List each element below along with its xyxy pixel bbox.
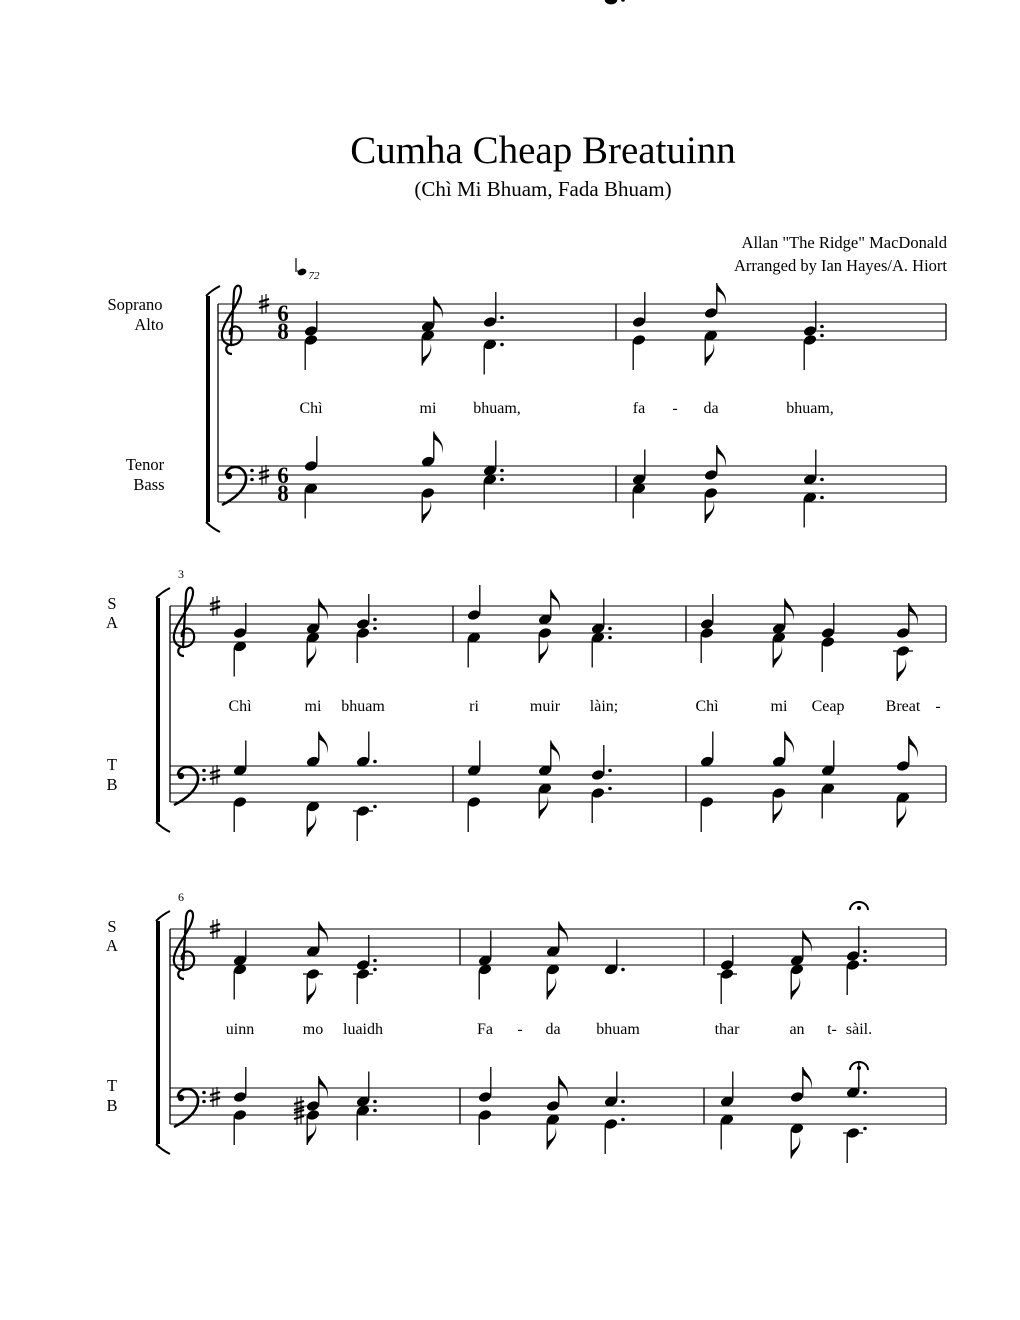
lyric-syllable: Fa: [477, 1021, 493, 1038]
flag: [307, 646, 316, 668]
upper-voice-note: [591, 599, 612, 635]
notehead: [591, 769, 606, 782]
lyric-syllable: Breat: [885, 698, 921, 715]
notehead: [846, 950, 861, 963]
voice-label: T: [106, 1076, 118, 1095]
upper-voice-note: [306, 1076, 328, 1112]
arranger-credit: Arranged by Ian Hayes/A. Hiort: [733, 256, 947, 275]
upper-voice-note: [356, 594, 377, 630]
notehead: [304, 334, 319, 347]
lyric-syllable: làin;: [589, 698, 619, 715]
lower-voice-note: [704, 329, 719, 365]
augmentation-dot: [373, 959, 377, 963]
augmentation-dot: [863, 959, 867, 963]
lyric-syllable: -: [672, 400, 678, 417]
lyric-syllable: thar: [714, 1021, 740, 1038]
upper-voice-note: [632, 450, 647, 486]
notehead: [306, 1100, 321, 1113]
upper-voice-note: [233, 603, 248, 639]
lower-voice-note: [546, 963, 561, 999]
augmentation-dot: [820, 496, 824, 500]
voice-label: A: [106, 936, 118, 955]
voice-label: T: [106, 755, 118, 774]
lower-voice-note: [720, 1113, 735, 1149]
flag: [897, 659, 906, 681]
notehead: [233, 796, 248, 809]
lyric-syllable: Chì: [299, 400, 323, 417]
notehead: [704, 469, 719, 482]
lyric-syllable: muir: [529, 698, 561, 715]
lyric-syllable: Ceap: [811, 698, 845, 715]
upper-voice-note: [720, 1072, 735, 1108]
augmentation-dot: [500, 316, 504, 320]
flag: [547, 1128, 556, 1150]
flag: [307, 815, 316, 837]
lower-voice-note: [803, 334, 824, 370]
lower-voice-note: [700, 627, 715, 663]
notehead: [304, 325, 319, 338]
augmentation-dot: [863, 950, 867, 954]
flag: [785, 732, 794, 754]
augmentation-dot: [608, 769, 612, 773]
upper-voice-note: [896, 603, 918, 639]
notehead: [306, 1109, 321, 1122]
lower-voice-note: [790, 963, 805, 999]
lyric-syllable: an: [789, 1021, 805, 1038]
augmentation-dot: [373, 1100, 377, 1104]
lyric-syllable: ri: [469, 698, 479, 715]
upper-voice-note: [846, 926, 867, 962]
lower-voice-note: [306, 800, 321, 836]
lower-voice-note: [478, 1109, 493, 1145]
lyric-syllable: mo: [302, 1021, 324, 1038]
upper-voice-note: [772, 732, 794, 768]
system-bracket: [156, 588, 170, 832]
upper-voice-note: [304, 436, 319, 472]
lyric-syllable: sàil.: [845, 1021, 873, 1038]
notehead: [478, 1109, 493, 1122]
lower-voice-note: [356, 627, 377, 663]
notehead: [356, 618, 371, 631]
voice-label: B: [106, 1096, 118, 1115]
time-signature-lower: 8: [277, 319, 289, 344]
upper-voice-note: [821, 603, 836, 639]
upper-voice-note: [604, 940, 625, 976]
notehead: [605, 0, 617, 4]
score-subtitle: (Chì Mi Bhuam, Fada Bhuam): [414, 177, 672, 201]
flag: [319, 1076, 328, 1098]
time-signature-upper: 6: [277, 463, 289, 488]
notehead: [704, 487, 719, 500]
lower-voice-note: [591, 787, 612, 823]
lyric-syllable: t-: [827, 1021, 837, 1038]
flag: [319, 732, 328, 754]
lower-voice-note: [821, 782, 836, 818]
lower-voice-note: [233, 963, 248, 999]
notehead: [821, 627, 836, 640]
upper-voice-note: [546, 1076, 568, 1112]
lyric-syllable: bhuam,: [786, 400, 834, 417]
tempo-value: 72: [308, 270, 320, 282]
lyric-syllable: luaidh: [343, 1021, 383, 1038]
upper-voice-note: [306, 732, 328, 768]
augmentation-dot: [621, 1118, 625, 1122]
upper-voice-note: [421, 432, 443, 468]
lower-voice-note: [604, 1118, 625, 1154]
lower-voice-note: [538, 627, 553, 663]
bass-clef-icon: [174, 767, 206, 805]
notehead: [483, 316, 498, 329]
upper-voice-note: [538, 590, 560, 626]
lower-voice-note: [700, 796, 715, 832]
flag: [307, 982, 316, 1004]
bass-clef-icon: [222, 467, 254, 505]
treble-staff: [218, 304, 946, 340]
flag: [319, 922, 328, 944]
flag: [422, 344, 431, 366]
upper-voice-note: [304, 301, 319, 337]
lower-voice-note: [717, 968, 737, 1004]
notehead: [632, 316, 647, 329]
lyric-syllable: mi: [419, 400, 437, 417]
system-bracket: [156, 911, 170, 1154]
lyric-syllable: fa: [632, 400, 646, 417]
notehead: [803, 334, 818, 347]
flag: [897, 806, 906, 828]
time-signature-lower: 8: [277, 481, 289, 506]
notehead: [538, 627, 553, 640]
lyric-syllable: uinn: [225, 1021, 255, 1038]
flag: [791, 1137, 800, 1159]
flag: [705, 344, 714, 366]
lower-voice-note: [772, 631, 787, 667]
upper-voice-note: [803, 301, 824, 337]
notehead: [233, 1091, 248, 1104]
upper-voice-note: [483, 292, 504, 328]
lyric-syllable: da: [703, 400, 719, 417]
notehead: [846, 959, 861, 972]
flag: [559, 1076, 568, 1098]
upper-voice-note: [233, 931, 248, 967]
flag: [319, 599, 328, 621]
notehead: [604, 1118, 619, 1131]
flag: [559, 922, 568, 944]
lyric-syllable: bhuam: [596, 1021, 640, 1038]
upper-voice-note: [233, 741, 248, 777]
lower-voice-note: [772, 787, 787, 823]
lower-voice-note: [546, 1113, 561, 1149]
flag: [791, 978, 800, 1000]
score-title: Cumha Cheap Breatuinn: [350, 129, 736, 172]
lower-voice-note: [233, 796, 248, 832]
notehead: [700, 618, 715, 631]
notehead: [700, 627, 715, 640]
flag: [803, 931, 812, 953]
upper-voice-note: [546, 922, 568, 958]
voice-label: A: [106, 613, 118, 632]
flag: [705, 501, 714, 523]
augmentation-dot: [621, 1100, 625, 1104]
upper-voice-note: [478, 931, 493, 967]
upper-voice-note: [591, 745, 612, 781]
notehead: [356, 959, 371, 972]
flag: [909, 736, 918, 758]
bass-clef-icon: [174, 1089, 206, 1127]
notehead: [546, 1100, 561, 1113]
upper-voice-note: [478, 1067, 493, 1103]
notehead: [467, 609, 482, 622]
augmentation-dot: [621, 968, 625, 972]
augmentation-dot: [500, 343, 504, 347]
treble-clef-icon: [222, 286, 242, 354]
time-signature-upper: 6: [277, 301, 289, 326]
lower-voice-note: [306, 1109, 321, 1145]
lower-voice-note: [803, 491, 824, 527]
lyric-syllable: Chì: [695, 698, 719, 715]
treble-clef-icon: [174, 588, 194, 656]
augmentation-dot: [373, 760, 377, 764]
notehead: [233, 627, 248, 640]
lower-voice-note: [304, 334, 319, 370]
upper-voice-note: [896, 736, 918, 772]
flag: [539, 641, 548, 663]
notehead: [803, 325, 818, 338]
notehead: [704, 307, 719, 320]
lower-voice-note: [538, 782, 553, 818]
lower-voice-note: [467, 631, 482, 667]
notehead: [478, 1091, 493, 1104]
upper-voice-note: [306, 922, 328, 958]
voice-label: Tenor: [125, 455, 165, 474]
lower-voice-note: [306, 631, 321, 667]
notehead: [896, 627, 911, 640]
upper-voice-note: [700, 594, 715, 630]
flag: [773, 646, 782, 668]
augmentation-dot: [373, 627, 377, 631]
augmentation-dot: [373, 805, 377, 809]
upper-voice-note: [846, 1063, 867, 1099]
flag: [422, 501, 431, 523]
notehead: [467, 796, 482, 809]
upper-voice-note: [790, 1067, 812, 1103]
upper-voice-note: [720, 935, 735, 971]
augmentation-dot: [373, 968, 377, 972]
lower-voice-note: [893, 645, 913, 681]
augmentation-dot: [863, 1091, 867, 1095]
lyric-syllable: bhuam,: [473, 400, 521, 417]
fermata-icon: [850, 902, 868, 910]
lower-voice-note: [843, 1127, 867, 1163]
augmentation-dot: [373, 1109, 377, 1113]
notehead: [421, 487, 436, 500]
voice-label: Alto: [134, 315, 164, 334]
flag: [785, 599, 794, 621]
upper-voice-note: [821, 741, 836, 777]
flag: [717, 445, 726, 467]
flag: [803, 1067, 812, 1089]
lyric-syllable: -: [517, 1021, 523, 1038]
flag: [551, 741, 560, 763]
notehead: [896, 760, 911, 773]
augmentation-dot: [608, 787, 612, 791]
upper-voice-note: [704, 283, 726, 319]
flag: [434, 432, 443, 454]
upper-voice-note: [632, 292, 647, 328]
composer-credit: Allan "The Ridge" MacDonald: [741, 233, 947, 252]
lyric-syllable: bhuam: [341, 698, 385, 715]
upper-voice-note: [306, 599, 328, 635]
lower-voice-note: [605, 0, 625, 4]
lower-voice-note: [478, 963, 493, 999]
upper-voice-note: [538, 741, 560, 777]
lower-voice-note: [483, 338, 504, 374]
upper-voice-note: [790, 931, 812, 967]
lower-voice-note: [896, 791, 911, 827]
voice-label: Bass: [133, 475, 165, 494]
lyric-syllable: da: [545, 1021, 561, 1038]
upper-voice-note: [803, 450, 824, 486]
augmentation-dot: [621, 0, 625, 2]
voice-label: Soprano: [107, 295, 163, 314]
augmentation-dot: [500, 469, 504, 473]
flag: [434, 297, 443, 319]
upper-voice-note: [700, 732, 715, 768]
flag: [773, 801, 782, 823]
notehead: [591, 787, 606, 800]
flag: [307, 1123, 316, 1145]
augmentation-dot: [373, 618, 377, 622]
notehead: [790, 1091, 805, 1104]
bass-staff: [218, 466, 946, 502]
lower-voice-note: [704, 487, 719, 523]
lyric-syllable: mi: [770, 698, 788, 715]
lower-voice-note: [421, 487, 436, 523]
augmentation-dot: [863, 1127, 867, 1131]
notehead: [233, 1109, 248, 1122]
augmentation-dot: [608, 627, 612, 631]
treble-clef-icon: [174, 911, 194, 979]
lower-voice-note: [304, 482, 319, 518]
notehead: [356, 627, 371, 640]
upper-voice-note: [356, 732, 377, 768]
augmentation-dot: [820, 334, 824, 338]
augmentation-dot: [820, 325, 824, 329]
notehead: [700, 796, 715, 809]
upper-voice-note: [604, 1072, 625, 1108]
voice-label: B: [106, 775, 118, 794]
upper-voice-note: [772, 599, 794, 635]
lower-voice-note: [846, 959, 867, 995]
augmentation-dot: [500, 478, 504, 482]
flag: [717, 283, 726, 305]
lower-voice-note: [233, 640, 248, 676]
notehead: [720, 959, 735, 972]
lower-voice-note: [790, 1122, 805, 1158]
upper-voice-note: [483, 441, 504, 477]
lyric-syllable: Chì: [228, 698, 252, 715]
upper-voice-note: [421, 297, 443, 333]
flag: [551, 590, 560, 612]
lower-voice-note: [421, 329, 436, 365]
measure-number: 3: [178, 567, 184, 581]
upper-voice-note: [356, 935, 377, 971]
lower-voice-note: [483, 473, 504, 509]
lower-voice-note: [356, 1104, 377, 1140]
upper-voice-note: [704, 445, 726, 481]
lower-voice-note: [353, 805, 377, 841]
voice-label: S: [107, 594, 117, 613]
upper-voice-note: [356, 1072, 377, 1108]
voice-label: S: [107, 917, 117, 936]
lyric-syllable: -: [935, 698, 941, 715]
flag: [539, 797, 548, 819]
augmentation-dot: [608, 636, 612, 640]
lower-voice-note: [821, 636, 836, 672]
lower-voice-note: [303, 968, 323, 1004]
upper-voice-note: [467, 585, 482, 621]
notehead: [821, 636, 836, 649]
tempo-mark: [296, 258, 307, 277]
treble-staff: [170, 929, 946, 965]
lower-voice-note: [632, 482, 647, 518]
notehead: [772, 787, 787, 800]
flag: [547, 978, 556, 1000]
upper-voice-note: [467, 741, 482, 777]
lower-voice-note: [233, 1109, 248, 1145]
augmentation-dot: [820, 478, 824, 482]
lower-voice-note: [467, 796, 482, 832]
lower-voice-note: [353, 968, 377, 1004]
lower-voice-note: [632, 334, 647, 370]
measure-number: 6: [178, 890, 184, 904]
upper-voice-note: [233, 1067, 248, 1103]
notehead: [297, 267, 308, 276]
lyric-syllable: mi: [304, 698, 322, 715]
lower-voice-note: [591, 631, 612, 667]
notehead: [632, 334, 647, 347]
notehead: [304, 460, 319, 473]
